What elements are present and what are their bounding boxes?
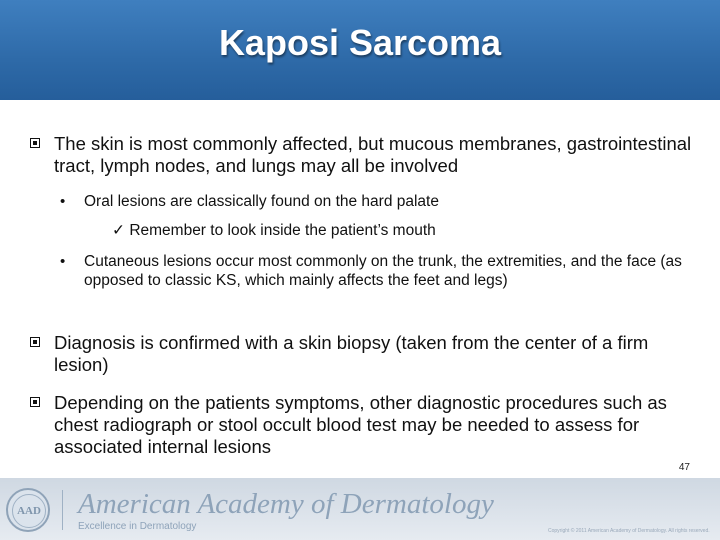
dot-bullet-icon: • bbox=[60, 253, 66, 270]
square-bullet-icon bbox=[30, 397, 40, 407]
bullet-level-1 bbox=[54, 332, 694, 376]
footer-divider bbox=[62, 490, 63, 530]
slide-title: Kaposi Sarcoma bbox=[218, 22, 502, 63]
organization-name: American Academy of Dermatology bbox=[78, 488, 494, 520]
logo-text: AAD bbox=[12, 494, 46, 528]
bullet-level-1 bbox=[54, 392, 694, 458]
page-number: 47 bbox=[678, 462, 690, 473]
bullet-text: The skin is most commonly affected, but mucous membranes, gastrointestinal tract, lymph nodes, and lungs may all be involved bbox=[54, 133, 692, 176]
aad-logo-icon bbox=[6, 488, 50, 532]
copyright-notice: Copyright © 2011 American Academy of Dermatology. All rights reserved. bbox=[548, 528, 710, 534]
bullet-text: Depending on the patients symptoms, other diagnostic procedures such as chest radiograph or stool occult blood test may be needed to assess for associated internal lesions bbox=[54, 392, 667, 457]
checkmark-icon: ✓ bbox=[112, 222, 125, 239]
bullet-text: Diagnosis is confirmed with a skin biopsy (taken from the center of a firm lesion) bbox=[54, 332, 649, 375]
square-bullet-icon bbox=[30, 337, 40, 347]
bullet-text: Cutaneous lesions occur most commonly on the trunk, the extremities, and the face (as opposed to classic KS, which mainly affects the feet and legs) bbox=[84, 253, 682, 289]
bullet-level-3 bbox=[112, 221, 672, 240]
bullet-level-1 bbox=[54, 133, 694, 177]
bullet-level-2 bbox=[60, 252, 684, 290]
square-bullet-icon bbox=[30, 138, 40, 148]
dot-bullet-icon: • bbox=[60, 193, 66, 210]
organization-tagline: Excellence in Dermatology bbox=[78, 521, 197, 532]
bullet-text: Oral lesions are classically found on the hard palate bbox=[84, 193, 439, 210]
bullet-text: Remember to look inside the patient’s mouth bbox=[129, 222, 436, 239]
bullet-level-2 bbox=[60, 192, 684, 211]
